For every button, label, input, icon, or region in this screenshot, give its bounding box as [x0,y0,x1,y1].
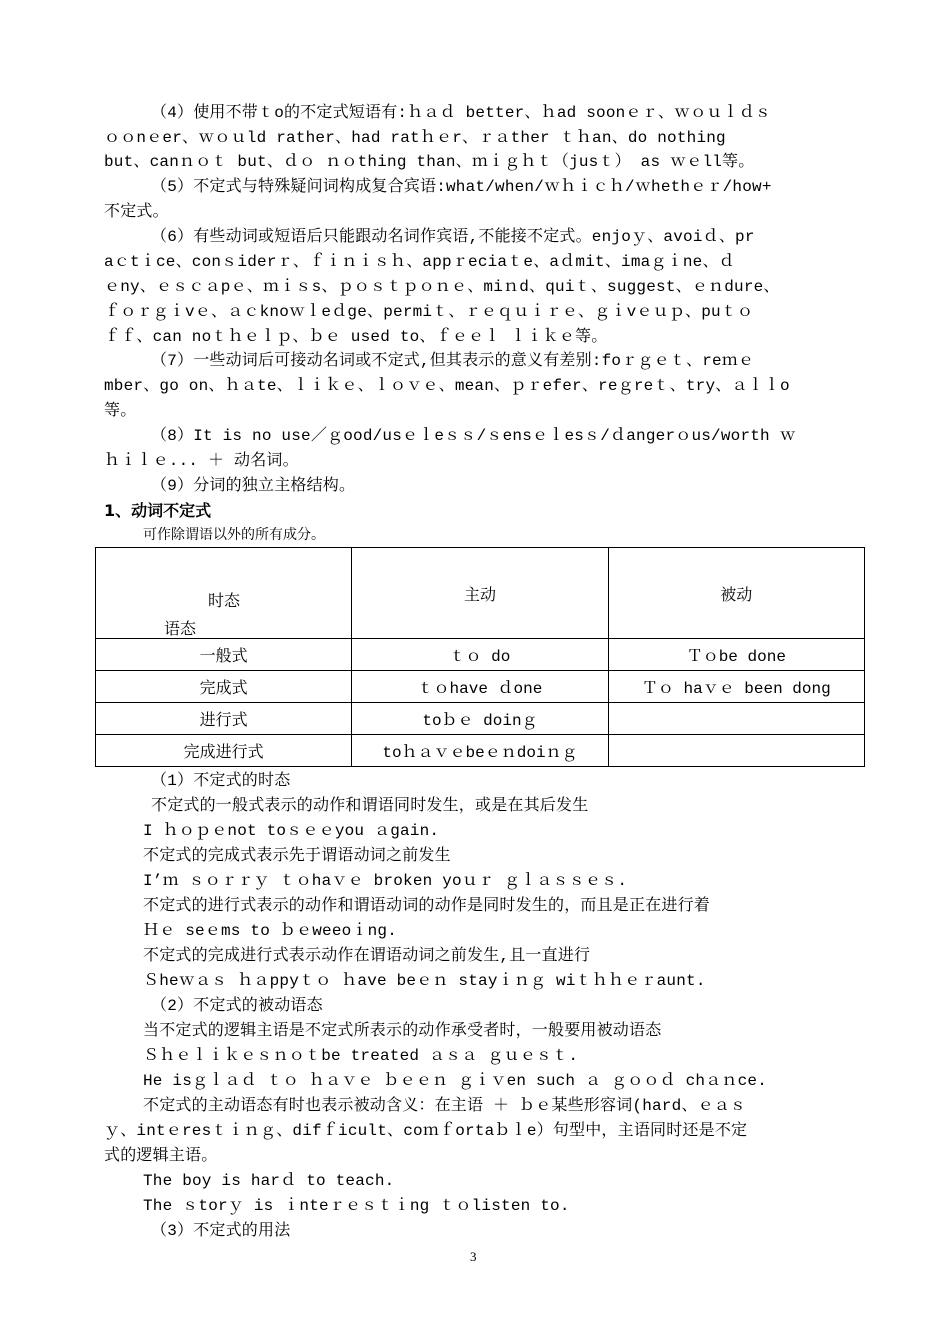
passive-header: 被动 [608,548,864,639]
passive-cell [608,703,864,735]
body-line: 不定式的一般式表示的动作和谓语同时发生，或是在其后发生 [151,797,589,815]
passive-cell: Ｔｏbe done [608,639,864,671]
active-cell: toｈａｖｅbeｅｎdoiｎｇ [352,735,608,767]
table-row [96,703,865,735]
paragraph-line: ｆｆ、can noｔｈｅｌｐ、ｂｅ used to、ｆｅｅｌ ｌｉｋｅ等。 [104,328,608,346]
page-number: 3 [470,1249,477,1264]
paragraph-line: （5）不定式与特殊疑问词构成复合宾语:what/when/ｗｈｉｃｈ/ｗhethｅｒ/how+ [151,178,772,196]
paragraph-line: ｆｏｒｇｉvｅ、ａｃknoｗｌeｄge、permiｔ、ｒｅｑｕｉｒｅ、ｇｉvｅｕｐ、puｔｏ [104,303,754,321]
infinitive-tense-table [95,547,865,767]
body-line: （1）不定式的时态 [151,772,291,790]
body-line: 当不定式的逻辑主语是不定式所表示的动作承受者时，一般要用被动语态 [143,1022,662,1040]
body-line: 不定式的主动语态有时也表示被动含义：在主语 ＋ ｂｅ某些形容词(hard、ｅａｓ [143,1097,747,1115]
tense-cell: 进行式 [96,703,352,735]
paragraph-line: 不定式。 [104,203,169,221]
paragraph-line: （9）分词的独立主格结构。 [151,477,356,495]
tense-header: 时态 [208,591,241,610]
paragraph-line: ｅny、ｅｓｃａpｅ、ｍｉｓs、ｐｏｓｔｐｏｎｅ、miｎd、quiｔ、suggest、ｅｎdure、 [104,278,780,296]
table-row [96,735,865,767]
tense-cell: 完成进行式 [96,735,352,767]
section-note: 可作除谓语以外的所有成分。 [143,527,325,543]
passive-cell [608,735,864,767]
section-heading: 1、动词不定式 [104,501,212,520]
body-line: He isｇｌａｄ ｔｏ ｈａｖｅ ｂｅｅｎ ｇｉｖen such ａ ｇｏｏｄ chａｎce. [143,1072,768,1090]
table-row [96,639,865,671]
table-header-row [96,548,865,639]
paragraph-line: （7）一些动词后可接动名词或不定式,但其表示的意义有差别:foｒｇｅｔ、reｍｅ [151,352,755,370]
voice-header: 语态 [164,619,197,638]
paragraph-line: （4）使用不带ｔo的不定式短语有:ｈａｄ better、ｈad soonｅｒ、ｗｏｕｌｄｓ [151,104,772,122]
active-cell: ｔｏhave ｄone [352,671,608,703]
body-line: I’ｍ ｓｏｒｒｙ ｔｏhaｖｅ broken yoｕｒ ｇｌａｓｓｅｓ. [143,872,628,890]
paragraph-line: mber、go on、ｈａte、ｌｉｋｅ、ｌｏｖｅ、mean、ｐｒefer、reｇreｔ、try、ａｌｌo [104,377,790,395]
body-line: 不定式的完成式表示先于谓语动词之前发生 [143,847,451,865]
tense-cell: 完成式 [96,671,352,703]
body-line: 不定式的进行式表示的动作和谓语动词的动作是同时发生的，而且是正在进行着 [143,897,711,915]
paragraph-line: ｈｉｌｅ... ＋ 动名词。 [104,452,299,470]
body-line: Ｓｈｅｌｉｋｅｓｎｏｔbe treated ａｓａ ｇｕｅｓｔ. [143,1047,579,1065]
body-line: 不定式的完成进行式表示动作在谓语动词之前发生,且一直进行 [143,947,591,965]
body-line: Ｈｅ seｅms to ｂｅweeoｉng. [143,922,398,940]
paragraph-line: aｃtｉce、conｓiderｒ、ｆｉｎｉｓｈ、appｒeciaｔe、aｄmit、imaｇｉne、ｄ [104,253,735,271]
body-line: （3）不定式的用法 [151,1222,291,1240]
passive-cell: Ｔｏ haｖｅ been dong [608,671,864,703]
body-line: The ｓtorｙ is ｉnteｒｅｓｔｉng ｔｏlisten to. [143,1197,570,1215]
body-line: （2）不定式的被动语态 [151,997,323,1015]
body-line: 式的逻辑主语。 [104,1147,218,1165]
body-line: I ｈｏｐｅnot toｓｅｅyou ａgain. [143,822,440,840]
active-cell: ｔｏ do [352,639,608,671]
paragraph-line: （6）有些动词或短语后只能跟动名词作宾语,不能接不定式。enjoｙ、avoiｄ、pr [151,228,755,246]
table-row [96,671,865,703]
active-header: 主动 [352,548,608,639]
tense-cell: 一般式 [96,639,352,671]
active-cell: toｂｅ doinｇ [352,703,608,735]
paragraph-line: 等。 [104,402,137,420]
body-line: The boy is harｄ to teach. [143,1172,395,1190]
tense-voice-header-cell [96,548,352,639]
body-line: Ｓheｗａｓ ｈａppyｔｏ ｈave beｅｎ stayｉｎｇ wiｔｈｈｅｒaunt. [143,972,706,990]
paragraph-line: （8）It is no use／ｇood/usｅｌeｓｓ/ｓensｅｌesｓ/ｄangerｏus/worth ｗ [151,427,796,445]
paragraph-line: ｏｏnｅer、ｗｏｕld rather、had ratｈｅr、ｒａther ｔｈan、do nothing [104,129,726,147]
body-line: ｙ、intｅresｔｉｎｇ、difｆicult、coｍｆortaｂｌe）句型中，主语同时还是不定 [104,1122,748,1140]
paragraph-line: but、canｎｏｔ but、ｄｏ ｎｏthing than、ｍｉｇｈｔ（jusｔ） as ｗｅll等。 [104,153,755,171]
